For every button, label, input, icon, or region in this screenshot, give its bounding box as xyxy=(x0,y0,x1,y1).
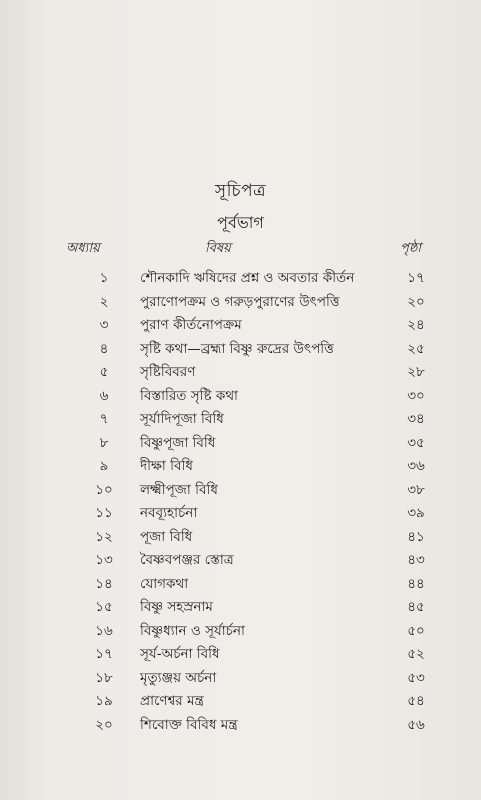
chapter-topic: সূর্য-অর্চনা বিধি xyxy=(140,646,220,662)
toc-row xyxy=(0,546,481,570)
chapter-number: ৫ xyxy=(99,364,109,380)
page-number: ৫৬ xyxy=(407,716,425,733)
toc-row xyxy=(0,593,481,617)
chapter-topic: নবব্যূহার্চনা xyxy=(140,505,198,521)
toc-row xyxy=(0,617,481,641)
page-title: সূচিপত্র xyxy=(214,181,267,201)
toc-row xyxy=(0,335,481,359)
page-number: ১৭ xyxy=(407,270,425,286)
page-number: ২০ xyxy=(407,293,425,310)
chapter-number: ৮ xyxy=(99,434,109,451)
section-title: পূর্বভাগ xyxy=(217,213,264,232)
column-headers xyxy=(0,239,481,259)
chapter-number: ১০ xyxy=(95,481,113,498)
toc-row xyxy=(0,640,481,664)
page-number: ৪৪ xyxy=(407,575,425,592)
toc-row xyxy=(0,452,481,476)
toc-row xyxy=(0,358,481,382)
header-chapter: অধ্যায় xyxy=(66,241,100,256)
chapter-topic: সূর্যাদিপূজা বিধি xyxy=(140,411,224,427)
chapter-topic: বিস্তারিত সৃষ্টি কথা xyxy=(140,387,238,404)
page-number: ৫৪ xyxy=(407,693,425,709)
chapter-topic: শৌনকাদি ঋষিদের প্রশ্ন ও অবতার কীর্তন xyxy=(140,270,355,286)
page-number: ২৮ xyxy=(407,364,425,380)
chapter-topic: পুরাণ কীর্তনোপক্রম xyxy=(140,317,242,333)
chapter-number: ১৫ xyxy=(95,599,113,615)
chapter-topic: সৃষ্টিবিবরণ xyxy=(140,364,196,380)
chapter-topic: বিষ্ণুধ্যান ও সূর্যার্চনা xyxy=(140,622,245,639)
page-number: ৩৫ xyxy=(407,434,425,451)
page-number: ৪৫ xyxy=(407,599,425,615)
toc-row xyxy=(0,523,481,547)
chapter-number: ৩ xyxy=(99,317,109,333)
toc-row xyxy=(0,687,481,711)
chapter-number: ৬ xyxy=(99,387,109,404)
chapter-topic: যোগকথা xyxy=(140,575,189,592)
page-number: ৫২ xyxy=(407,646,425,662)
toc-row xyxy=(0,499,481,523)
toc-row xyxy=(0,570,481,594)
page-number: ৩০ xyxy=(407,387,425,404)
page-number: ২৪ xyxy=(407,317,425,333)
toc-list xyxy=(0,264,481,734)
toc-row xyxy=(0,476,481,500)
page-number: ৩৮ xyxy=(407,481,425,498)
chapter-number: ১৮ xyxy=(95,669,113,686)
page-number: ৩৯ xyxy=(407,505,425,521)
chapter-topic: বৈষ্ণবপঞ্জর স্তোত্র xyxy=(140,552,234,568)
header-page: পৃষ্ঠা xyxy=(400,241,422,256)
chapter-topic: মৃত্যুঞ্জয় অর্চনা xyxy=(140,669,217,686)
chapter-number: ১ xyxy=(99,270,109,286)
chapter-number: ৪ xyxy=(99,340,109,357)
chapter-topic: দীক্ষা বিধি xyxy=(140,458,193,474)
chapter-topic: পুরাণোপক্রম ও গরুড়পুরাণের উৎপত্তি xyxy=(140,293,340,310)
chapter-topic: লক্ষ্মীপূজা বিধি xyxy=(140,481,218,498)
chapter-number: ১১ xyxy=(95,505,113,521)
chapter-number: ৯ xyxy=(99,458,109,474)
toc-row xyxy=(0,288,481,312)
chapter-number: ১২ xyxy=(95,528,113,545)
chapter-number: ১৯ xyxy=(95,693,113,709)
toc-row xyxy=(0,664,481,688)
chapter-topic: প্রাণেশ্বর মন্ত্র xyxy=(140,693,204,709)
page-number: ৩৪ xyxy=(407,411,425,427)
toc-row xyxy=(0,711,481,735)
chapter-topic: বিষ্ণুপূজা বিধি xyxy=(140,434,216,451)
chapter-number: ১৭ xyxy=(95,646,113,662)
toc-row xyxy=(0,429,481,453)
chapter-topic: পূজা বিধি xyxy=(140,528,193,545)
chapter-topic: বিষ্ণু সহস্রনাম xyxy=(140,599,213,615)
chapter-number: ১৪ xyxy=(95,575,113,592)
toc-row xyxy=(0,382,481,406)
chapter-number: ২০ xyxy=(95,716,113,733)
page-number: ৪১ xyxy=(407,528,425,545)
chapter-topic: শিবোক্ত বিবিধ মন্ত্র xyxy=(140,716,238,733)
toc-row xyxy=(0,311,481,335)
chapter-number: ১৬ xyxy=(95,622,113,639)
chapter-number: ২ xyxy=(99,293,109,310)
page-number: ৫৩ xyxy=(407,669,425,686)
toc-row xyxy=(0,405,481,429)
chapter-number: ৭ xyxy=(99,411,109,427)
page-number: ৪৩ xyxy=(407,552,425,568)
chapter-number: ১৩ xyxy=(95,552,113,568)
chapter-topic: সৃষ্টি কথা—ব্রহ্মা বিষ্ণু রুদ্রের উৎপত্তি xyxy=(140,340,334,357)
page-number: ৩৬ xyxy=(407,458,425,474)
page-number: ৫০ xyxy=(407,622,425,639)
toc-row xyxy=(0,264,481,288)
header-topic: বিষয় xyxy=(205,241,231,256)
page-number: ২৫ xyxy=(407,340,425,357)
